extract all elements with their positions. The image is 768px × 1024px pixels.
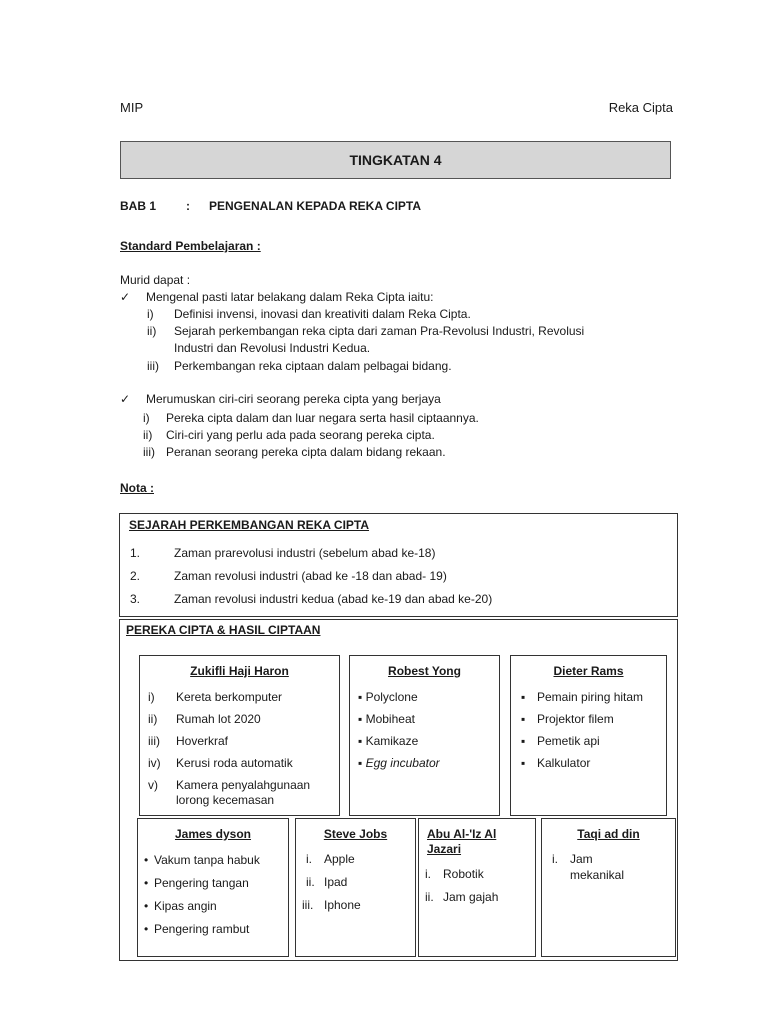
abu-name-2: Jazari xyxy=(427,842,462,856)
dieter-item: Projektor filem xyxy=(537,712,614,726)
steve-num: i. xyxy=(306,852,312,866)
zukifli-item: Kerusi roda automatik xyxy=(176,756,293,770)
james-item: Pengering rambut xyxy=(154,922,250,936)
card-taqi xyxy=(541,818,676,957)
bullet-icon: ▪ xyxy=(521,734,526,748)
zukifli-item: lorong kecemasan xyxy=(176,793,275,807)
bullet-icon: ▪ xyxy=(521,756,526,770)
robest-item: ▪ Egg incubator xyxy=(358,756,440,770)
steve-num: iii. xyxy=(302,898,314,912)
chapter-code: BAB 1 xyxy=(120,199,157,213)
steve-name: Steve Jobs xyxy=(323,827,388,841)
header-right: Reka Cipta xyxy=(608,100,673,115)
bullet-icon: • xyxy=(144,922,149,936)
zukifli-num: iv) xyxy=(148,756,161,770)
bullet-icon: • xyxy=(144,876,149,890)
steve-item: Apple xyxy=(324,852,355,866)
zukifli-num: v) xyxy=(148,778,158,792)
obj1-num: i) xyxy=(147,307,154,321)
robest-item: ▪ Mobiheat xyxy=(358,712,415,726)
check-icon: ✓ xyxy=(120,290,131,304)
card-dieter xyxy=(510,655,667,816)
abu-item: Jam gajah xyxy=(443,890,499,904)
james-name: James dyson xyxy=(174,827,252,841)
sejarah-num: 1. xyxy=(130,546,141,560)
obj1-item: Definisi invensi, inovasi dan kreativiti dalam Reka Cipta. xyxy=(174,307,471,321)
obj2-item: Peranan seorang pereka cipta dalam bidang rekaan. xyxy=(166,445,446,459)
sejarah-num: 2. xyxy=(130,569,141,583)
sejarah-box xyxy=(119,513,678,617)
obj2-num: iii) xyxy=(143,445,155,459)
objective-1-text: Mengenal pasti latar belakang dalam Reka Cipta iaitu: xyxy=(146,290,434,304)
card-abu xyxy=(418,818,536,957)
zukifli-name: Zukifli Haji Haron xyxy=(190,664,289,678)
robest-item: ▪ Kamikaze xyxy=(358,734,419,748)
steve-item: Ipad xyxy=(324,875,348,889)
card-robest xyxy=(349,655,500,816)
card-james xyxy=(137,818,289,957)
zukifli-item: Rumah lot 2020 xyxy=(176,712,261,726)
card-zukifli xyxy=(139,655,340,816)
obj1-item: Industri dan Revolusi Industri Kedua. xyxy=(174,341,371,355)
zukifli-num: i) xyxy=(148,690,155,704)
sejarah-num: 3. xyxy=(130,592,141,606)
nota-heading: Nota : xyxy=(120,481,154,495)
abu-name: Abu Al-'Iz Al xyxy=(427,827,497,841)
zukifli-item: Hoverkraf xyxy=(176,734,229,748)
bullet-icon: • xyxy=(144,853,149,867)
bullet-icon: ▪ xyxy=(521,712,526,726)
dieter-item: Pemetik api xyxy=(537,734,600,748)
zukifli-item: Kamera penyalahgunaan xyxy=(176,778,311,792)
objective-2-text: Merumuskan ciri-ciri seorang pereka cipta yang berjaya xyxy=(146,392,441,406)
murid-text: Murid dapat : xyxy=(120,273,191,287)
obj2-item: Pereka cipta dalam dan luar negara serta hasil ciptaannya. xyxy=(166,411,479,425)
abu-num: ii. xyxy=(425,890,434,904)
chapter-title: PENGENALAN KEPADA REKA CIPTA xyxy=(209,199,422,213)
bullet-icon: • xyxy=(144,899,149,913)
form-banner: TINGKATAN 4 xyxy=(120,141,671,179)
robest-name: Robest Yong xyxy=(388,664,461,678)
check-icon: ✓ xyxy=(120,392,131,406)
sejarah-item: Zaman revolusi industri kedua (abad ke-19 dan abad ke-20) xyxy=(174,592,493,606)
taqi-item: mekanikal xyxy=(570,868,625,882)
obj1-item: Perkembangan reka ciptaan dalam pelbagai bidang. xyxy=(174,359,452,373)
james-item: Kipas angin xyxy=(154,899,217,913)
card-steve xyxy=(295,818,416,957)
abu-num: i. xyxy=(425,867,431,881)
taqi-item: Jam xyxy=(570,852,593,866)
taqi-num: i. xyxy=(552,852,558,866)
dieter-item: Kalkulator xyxy=(537,756,591,770)
obj2-item: Ciri-ciri yang perlu ada pada seorang pereka cipta. xyxy=(166,428,435,442)
sejarah-title: SEJARAH PERKEMBANGAN REKA CIPTA xyxy=(129,518,370,532)
zukifli-num: ii) xyxy=(148,712,158,726)
obj2-num: i) xyxy=(143,411,150,425)
abu-item: Robotik xyxy=(443,867,484,881)
robest-item: ▪ Polyclone xyxy=(358,690,418,704)
standard-heading: Standard Pembelajaran : xyxy=(120,239,261,253)
pereka-title: PEREKA CIPTA & HASIL CIPTAAN xyxy=(126,623,321,637)
taqi-name: Taqi ad din xyxy=(577,827,640,841)
header-left: MIP xyxy=(120,100,144,115)
chapter-sep: : xyxy=(186,199,190,213)
james-item: Vakum tanpa habuk xyxy=(154,853,260,867)
steve-num: ii. xyxy=(306,875,315,889)
zukifli-item: Kereta berkomputer xyxy=(176,690,283,704)
obj1-num: iii) xyxy=(147,359,159,373)
zukifli-num: iii) xyxy=(148,734,160,748)
obj1-num: ii) xyxy=(147,324,157,338)
steve-item: Iphone xyxy=(324,898,361,912)
sejarah-item: Zaman revolusi industri (abad ke -18 dan abad- 19) xyxy=(174,569,447,583)
bullet-icon: ▪ xyxy=(521,690,526,704)
sejarah-item: Zaman prarevolusi industri (sebelum abad ke-18) xyxy=(174,546,436,560)
dieter-item: Pemain piring hitam xyxy=(537,690,644,704)
james-item: Pengering tangan xyxy=(154,876,249,890)
obj1-item: Sejarah perkembangan reka cipta dari zaman Pra-Revolusi Industri, Revolusi xyxy=(174,324,585,338)
obj2-num: ii) xyxy=(143,428,153,442)
dieter-name: Dieter Rams xyxy=(553,664,624,678)
